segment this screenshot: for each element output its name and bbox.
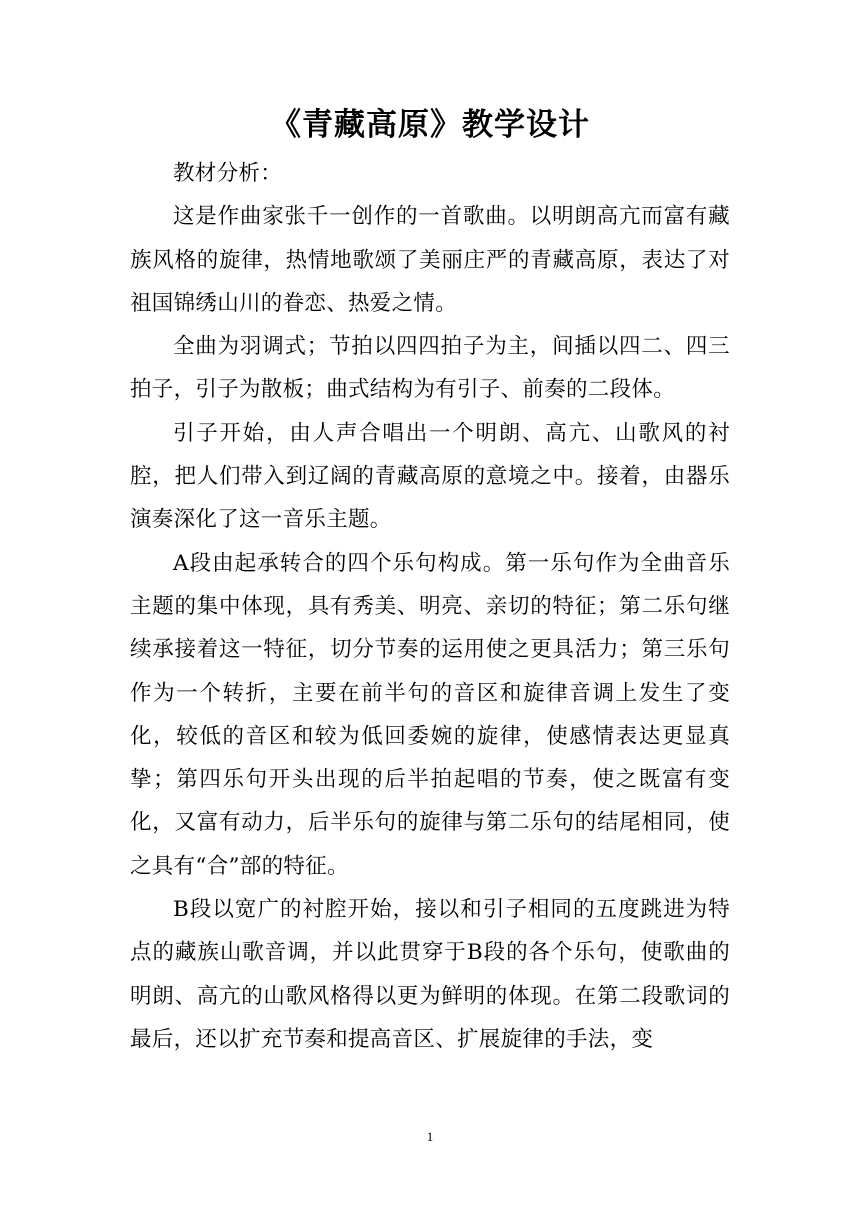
paragraph-heading: 教材分析：: [173, 161, 283, 186]
paragraph: 引子开始，由人声合唱出一个明朗、高亢、山歌风的衬腔，把人们带入到辽阔的青藏高原的意境之中。接着，由器乐演奏深化了这一音乐主题。: [130, 420, 730, 533]
paragraph: A段由起承转合的四个乐句构成。第一乐句作为全曲音乐主题的集中体现，具有秀美、明亮、亲切的特征；第二乐句继续承接着这一特征，切分节奏的运用使之更具活力；第三乐句作为一个转折，主要在前半句的音区和旋律音调上发生了变化，较低的音区和较为低回委婉的旋律，使感情表达更显真挚；第四乐句开头出现的后半拍起唱的节奏，使之既富有变化，又富有动力，后半乐句的旋律与第二乐句的结尾相同，使之具有“合”部的特征。: [130, 550, 730, 879]
document-title: 《青藏高原》教学设计: [270, 107, 590, 143]
page-number: 1: [426, 1129, 434, 1144]
paragraph: 全曲为羽调式；节拍以四四拍子为主，间插以四二、四三拍子，引子为散板；曲式结构为有引子、前奏的二段体。: [130, 334, 730, 403]
paragraph: 这是作曲家张千一创作的一首歌曲。以明朗高亢而富有藏族风格的旋律，热情地歌颂了美丽庄严的青藏高原，表达了对祖国锦绣山川的眷恋、热爱之情。: [130, 204, 730, 316]
document-body: [130, 152, 730, 1061]
paragraph: B段以宽广的衬腔开始，接以和引子相同的五度跳进为特点的藏族山歌音调，并以此贯穿于B段的各个乐句，使歌曲的明朗、高亢的山歌风格得以更为鲜明的体现。在第二段歌词的最后，还以扩充节奏和提高音区、扩展旋律的手法，变: [130, 897, 730, 1052]
